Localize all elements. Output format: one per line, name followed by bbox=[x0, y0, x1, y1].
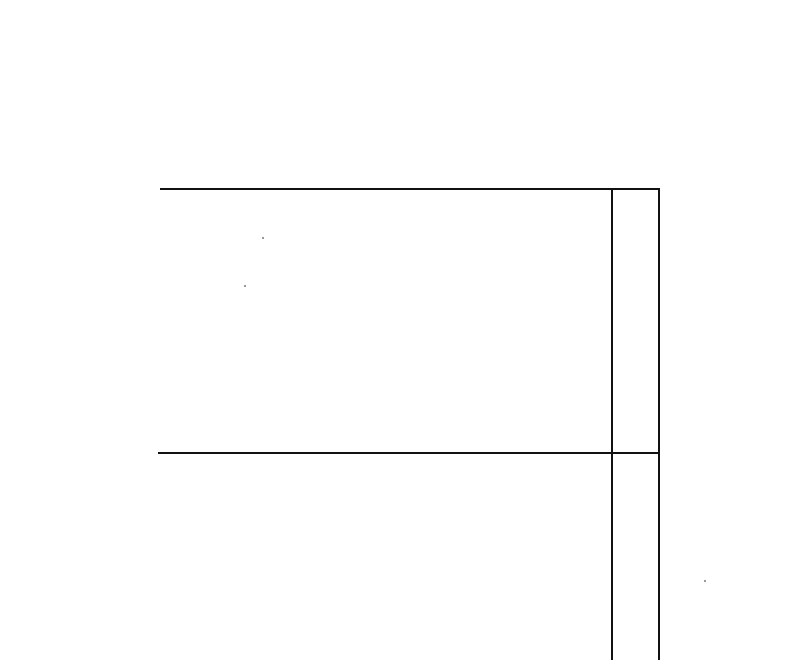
column-divider bbox=[158, 452, 658, 454]
table-title bbox=[656, 188, 706, 658]
scan-speck bbox=[244, 285, 246, 287]
scan-speck bbox=[704, 580, 706, 582]
emission-table bbox=[160, 188, 660, 660]
rotated-table-page bbox=[306, 188, 706, 658]
table-header-row bbox=[611, 190, 658, 660]
scan-speck bbox=[262, 237, 264, 239]
